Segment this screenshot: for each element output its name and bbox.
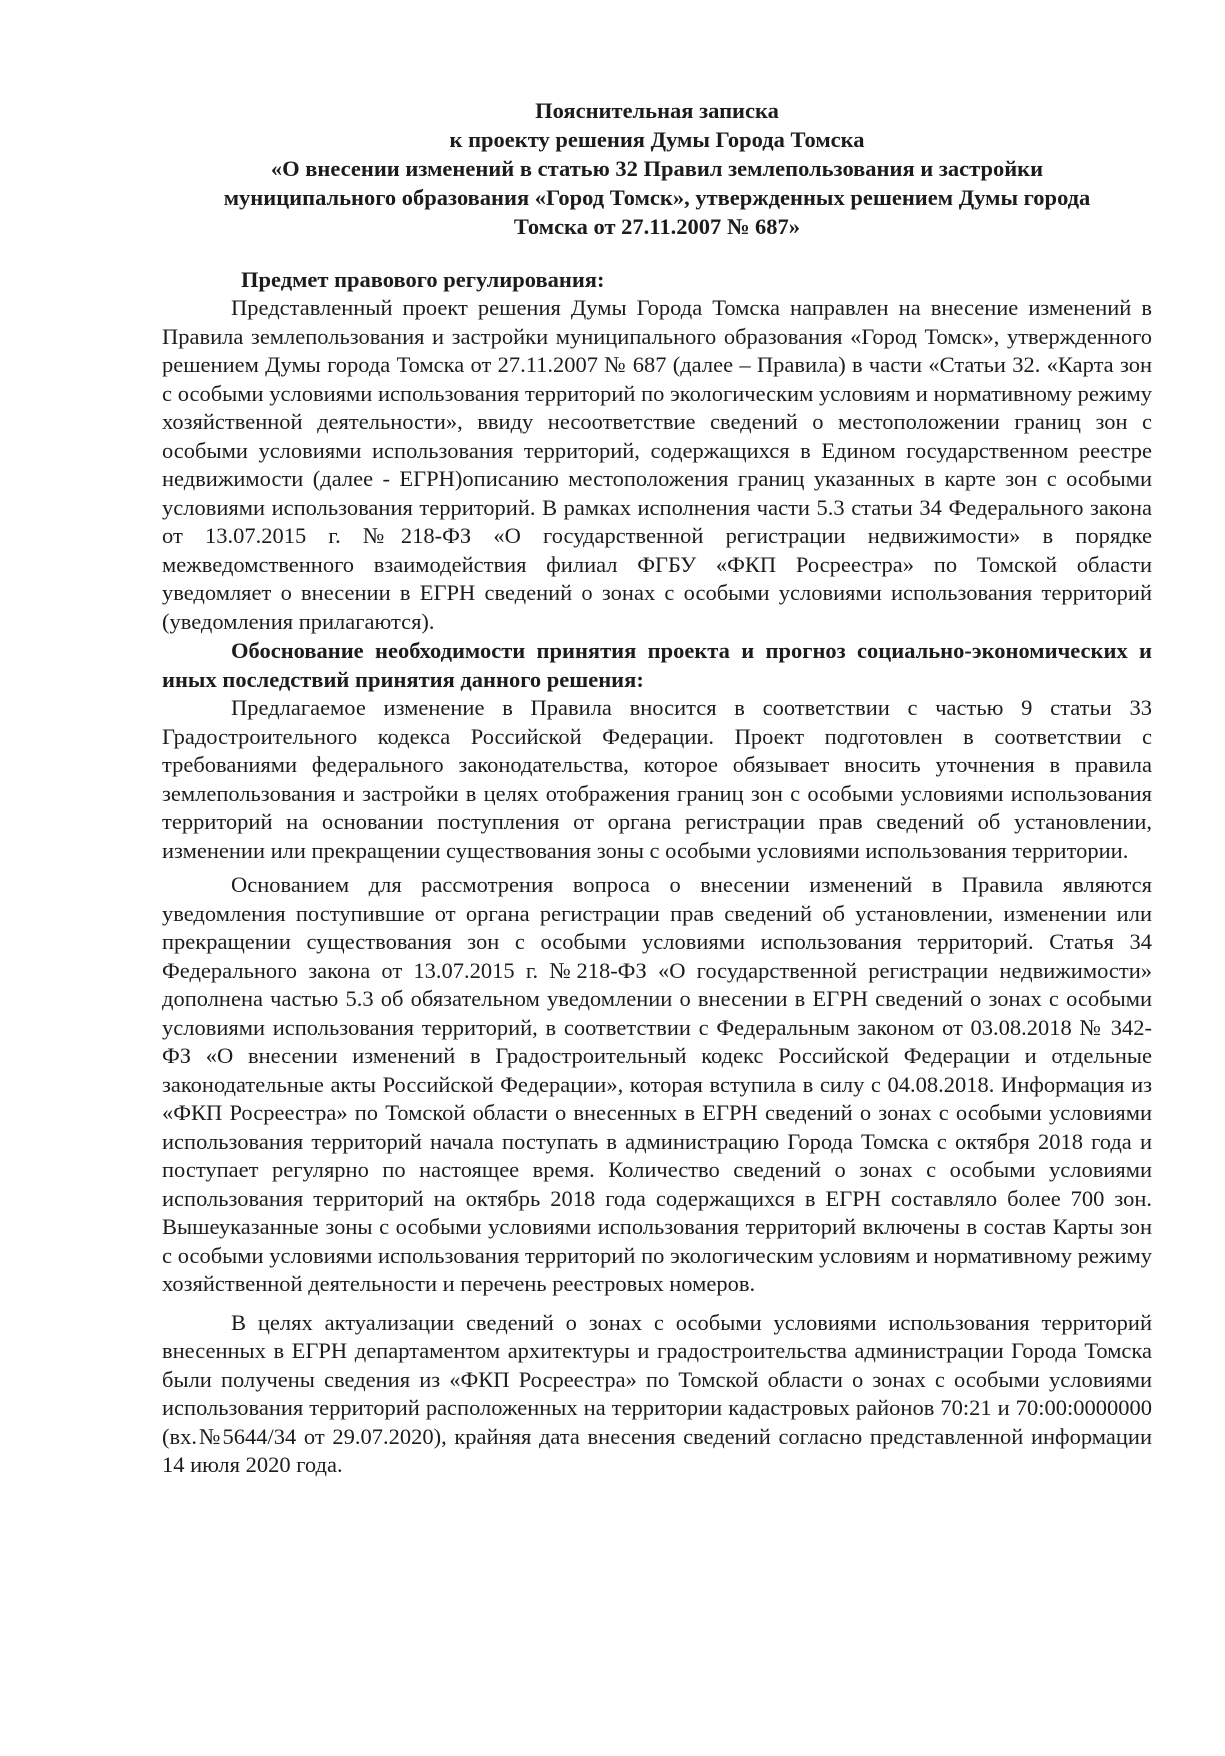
paragraph-justification-3: В целях актуализации сведений о зонах с особыми условиями использования территорий внесенных в ЕГРН департаментом архитектуры и градостроительства администрации Города Томска были получены сведения из «ФКП Росреестра» по Томской области о зонах с особыми условиями использования территорий расположенных на территории кадастровых районов 70:21 и 70:00:0000000 (вх.№5644/34 от 29.07.2020), крайняя дата внесения сведений согласно представленной информации 14 июля 2020 года. [162,1309,1152,1477]
title-line: к проекту решения Думы Города Томска [449,127,865,152]
paragraph-justification-1: Предлагаемое изменение в Правила вносится в соответствии с частью 9 статьи 33 Градостроительного кодекса Российской Федерации. Проект подготовлен в соответствии с требованиями федерального законодательства, которое обязывает вносить уточнения в правила землепользования и застройки в целях отображения границ зон с особыми условиями использования территорий на основании поступления от органа регистрации прав сведений об установлении, изменении или прекращении существования зоны с особыми условиями использования территории. [162,695,1152,863]
document-title [162,96,1152,241]
section-heading-justification: Обоснование необходимости принятия проекта и прогноз социально-экономических и иных последствий принятия данного решения: [162,638,1152,692]
paragraph-justification-2: Основанием для рассмотрения вопроса о внесении изменений в Правила являются уведомления поступившие от органа регистрации прав сведений об установлении, изменении или прекращении существования зон с особыми условиями использования территорий. Статья 34 Федерального закона от 13.07.2015 г. №218-ФЗ «О государственной регистрации недвижимости» дополнена частью 5.3 об обязательном уведомлении о внесении в ЕГРН сведений о зонах с особыми условиями использования территорий, в соответствии с Федеральным законом от 03.08.2018 № 342-ФЗ «О внесении изменений в Градостроительный кодекс Российской Федерации и отдельные законодательные акты Российской Федерации», которая вступила в силу с 04.08.2018. Информация из «ФКП Росреестра» по Томской области о внесенных в ЕГРН сведений о зонах с особыми условиями использования территорий начала поступать в администрацию Города Томска с октября 2018 года и поступает регулярно по настоящее время. Количество сведений о зонах с особыми условиями использования территорий на октябрь 2018 года содержащихся в ЕГРН составляло более 700 зон. Вышеуказанные зоны с особыми условиями использования территорий включены в состав Карты зон с особыми условиями использования территорий по экологическим условиям и нормативному режиму хозяйственной деятельности и перечень реестровых номеров. [162,872,1152,1296]
section-heading-subject: Предмет правового регулирования: [241,267,605,292]
title-line: «О внесении изменений в статью 32 Правил землепользования и застройки [270,156,1044,181]
document-page [162,96,1152,1480]
title-line: муниципального образования «Город Томск», утвержденных решением Думы города [223,185,1091,210]
title-line: Томска от 27.11.2007 № 687» [513,214,801,239]
title-line: Пояснительная записка [535,98,779,123]
paragraph-subject: Представленный проект решения Думы Города Томска направлен на внесение изменений в Правила землепользования и застройки муниципального образования «Город Томск», утвержденного решением Думы города Томска от 27.11.2007 № 687 (далее – Правила) в части «Статьи 32. «Карта зон с особыми условиями использования территорий по экологическим условиям и нормативному режиму хозяйственной деятельности», ввиду несоответствие сведений о местоположении границ зон с особыми условиями использования территорий, содержащихся в Едином государственном реестре недвижимости (далее - ЕГРН)описанию местоположения границ указанных в карте зон с особыми условиями использования территорий. В рамках исполнения части 5.3 статьи 34 Федерального закона от 13.07.2015 г. №218-ФЗ «О государственной регистрации недвижимости» в порядке межведомственного взаимодействия филиал ФГБУ «ФКП Росреестра» по Томской области уведомляет о внесении в ЕГРН сведений о зонах с особыми условиями использования территорий (уведомления прилагаются). [162,295,1152,634]
